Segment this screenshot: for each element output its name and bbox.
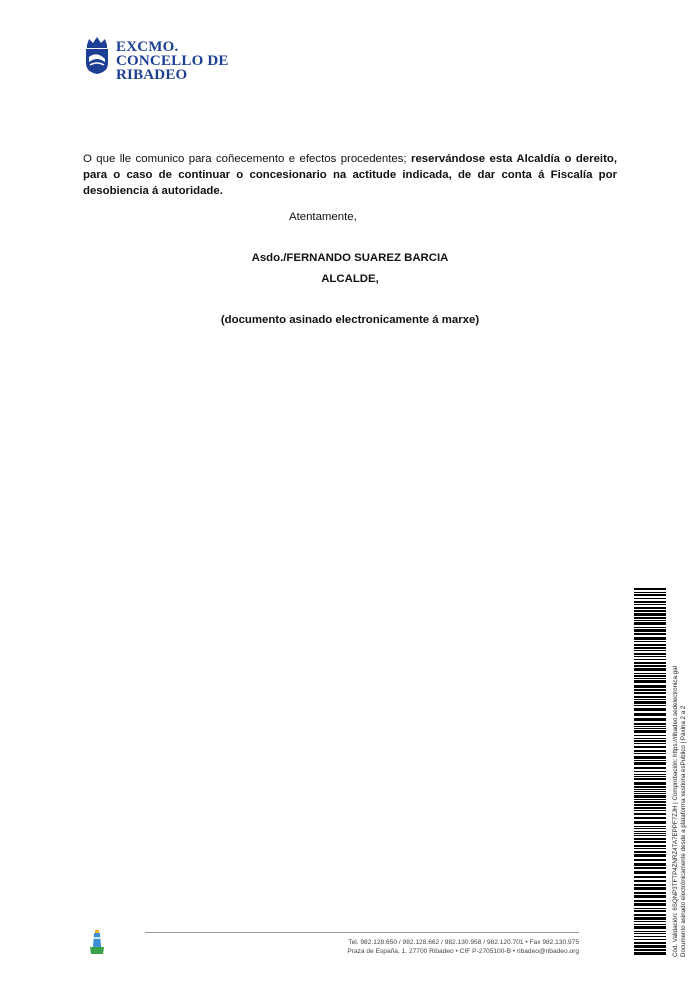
- barcode-bar: [634, 750, 666, 752]
- barcode-bar: [634, 841, 666, 843]
- barcode-bar: [634, 799, 666, 800]
- barcode-bar: [634, 931, 666, 932]
- body-bold-text: reservándose esta Alcaldía o dereito, para o caso de continuar o concesionario na actitude indicada, de dar conta á Fiscalía por desobiencia á autoridade.: [83, 153, 617, 197]
- barcode-bar: [634, 762, 666, 765]
- barcode-bar: [634, 833, 666, 834]
- council-name: [116, 40, 283, 82]
- barcode-bar: [634, 617, 666, 619]
- barcode-bar: [634, 945, 666, 948]
- barcode-bar: [634, 880, 666, 882]
- barcode-bar: [634, 871, 666, 874]
- barcode-bar: [634, 845, 666, 847]
- barcode-bar: [634, 887, 666, 890]
- barcode-bar: [634, 656, 666, 657]
- footer-phone-line: Tel. 982.128.650 / 982.128.662 / 982.130.958 / 982.120.701 • Fax 982.130.975: [348, 939, 579, 946]
- barcode-bar: [634, 610, 666, 612]
- barcode-bar: [634, 810, 666, 811]
- barcode-bar: [634, 601, 666, 603]
- barcode-bar: [634, 662, 666, 664]
- barcode-bar: [634, 854, 666, 857]
- barcode-bar: [634, 701, 666, 704]
- barcode-bar: [634, 685, 666, 688]
- barcode-bar: [634, 641, 666, 642]
- barcode-bar: [634, 746, 666, 748]
- barcode-bar: [634, 607, 666, 609]
- barcode-bar: [634, 588, 666, 590]
- barcode-bar: [634, 939, 666, 940]
- barcode-bar: [634, 738, 666, 739]
- barcode-bar: [634, 592, 666, 593]
- barcode-bar: [634, 804, 666, 806]
- barcode-bar: [634, 851, 666, 853]
- barcode-bar: [634, 910, 666, 912]
- council-logo: [83, 35, 283, 83]
- barcode-bar: [634, 726, 666, 727]
- barcode-bar: [634, 807, 666, 809]
- footer-address-line: Praza de España, 1. 27700 Ribadeo • CIF P-2705100-B • ribadeo@ribadeo.org: [347, 948, 579, 955]
- barcode-bar: [634, 653, 666, 655]
- verification-text: [672, 597, 688, 957]
- barcode-bar: [634, 708, 666, 711]
- barcode-bar: [634, 613, 666, 616]
- barcode-bar: [634, 838, 666, 840]
- signature-note: (documento asinado electronicamente á marxe): [220, 314, 480, 326]
- barcode-bar: [634, 936, 666, 937]
- barcode-bar: [634, 848, 666, 849]
- barcode-bar: [634, 753, 666, 754]
- barcode-bar: [634, 644, 666, 646]
- barcode-bar: [634, 622, 666, 625]
- validation-barcode: [634, 588, 668, 956]
- barcode-bar: [634, 728, 666, 729]
- barcode-bar: [634, 718, 666, 721]
- body-paragraph: [83, 151, 617, 199]
- barcode-bar: [634, 952, 666, 955]
- barcode-bar: [634, 740, 666, 742]
- barcode-bar: [634, 795, 666, 798]
- barcode-bar: [634, 647, 666, 649]
- barcode-bar: [634, 801, 666, 803]
- barcode-bar: [634, 908, 666, 909]
- barcode-bar: [634, 692, 666, 694]
- barcode-bar: [634, 620, 666, 621]
- footer-contact: [347, 938, 579, 956]
- coat-of-arms-icon: [83, 35, 111, 75]
- barcode-bar: [634, 786, 666, 788]
- council-name-line1: EXCMO.: [116, 39, 179, 55]
- barcode-bar: [634, 831, 666, 832]
- barcode-bar: [634, 678, 666, 679]
- barcode-bar: [634, 921, 666, 922]
- barcode-bar: [634, 633, 666, 635]
- barcode-bar: [634, 863, 666, 866]
- barcode-bar: [634, 917, 666, 920]
- barcode-bar: [634, 629, 666, 632]
- barcode-bar: [634, 821, 666, 824]
- barcode-bar: [634, 892, 666, 894]
- barcode-bar: [634, 680, 666, 683]
- verification-line2: Documento asinado electrónicamente desde a plataforma xestiona esPublico | Páxina 2 a 2: [680, 705, 687, 957]
- barcode-bar: [634, 942, 666, 944]
- barcode-bar: [634, 828, 666, 829]
- barcode-bar: [634, 933, 666, 934]
- barcode-bar: [634, 826, 666, 827]
- barcode-bar: [634, 835, 666, 836]
- signer-name: Asdo./FERNANDO SUAREZ BARCIA: [251, 252, 449, 264]
- barcode-bar: [634, 774, 666, 775]
- closing-greeting: Atentamente,: [289, 211, 357, 223]
- barcode-bar: [634, 771, 666, 772]
- barcode-bar: [634, 867, 666, 869]
- barcode-bar: [634, 696, 666, 698]
- barcode-bar: [634, 813, 666, 815]
- barcode-bar: [634, 730, 666, 733]
- barcode-bar: [634, 767, 666, 769]
- barcode-bar: [634, 914, 666, 916]
- barcode-bar: [634, 949, 666, 951]
- barcode-bar: [634, 699, 666, 700]
- barcode-bar: [634, 743, 666, 744]
- barcode-bar: [634, 791, 666, 792]
- body-intro: O que lle comunico para coñecemento e efectos procedentes;: [83, 153, 407, 165]
- barcode-bar: [634, 594, 666, 596]
- verification-line1: Cód. Validación: 6SQNP3TFTP4ZNRZ4TA7EPPF7ZJH | Comprobación: https://ribadeo.sedelectronica.gal: [672, 666, 679, 957]
- barcode-bar: [634, 604, 666, 605]
- barcode-bar: [634, 673, 666, 674]
- barcode-bar: [634, 782, 666, 785]
- barcode-bar: [634, 668, 666, 671]
- barcode-bar: [634, 598, 666, 599]
- barcode-bar: [634, 723, 666, 725]
- barcode-bar: [634, 859, 666, 861]
- barcode-bar: [634, 895, 666, 898]
- lighthouse-icon: [88, 929, 106, 955]
- barcode-bar: [634, 735, 666, 736]
- barcode-bar: [634, 884, 666, 886]
- barcode-bar: [634, 789, 666, 790]
- barcode-bar: [634, 659, 666, 660]
- barcode-bar: [634, 689, 666, 691]
- barcode-bar: [634, 924, 666, 925]
- council-name-line2: CONCELLO DE RIBADEO: [116, 53, 229, 83]
- barcode-bar: [634, 760, 666, 761]
- barcode-bar: [634, 705, 666, 706]
- barcode-bar: [634, 675, 666, 677]
- barcode-bar: [634, 637, 666, 640]
- barcode-bar: [634, 903, 666, 906]
- barcode-bar: [634, 713, 666, 716]
- barcode-bar: [634, 876, 666, 878]
- footer-divider: [145, 932, 579, 933]
- barcode-bar: [634, 776, 666, 777]
- barcode-bar: [634, 627, 666, 628]
- barcode-bar: [634, 817, 666, 819]
- barcode-bar: [634, 793, 666, 794]
- barcode-bar: [634, 900, 666, 902]
- barcode-bar: [634, 665, 666, 667]
- barcode-bar: [634, 926, 666, 929]
- barcode-bar: [634, 756, 666, 759]
- barcode-bar: [634, 778, 666, 780]
- barcode-icon: [634, 588, 666, 956]
- barcode-bar: [634, 650, 666, 651]
- signer-position: ALCALDE,: [321, 273, 379, 285]
